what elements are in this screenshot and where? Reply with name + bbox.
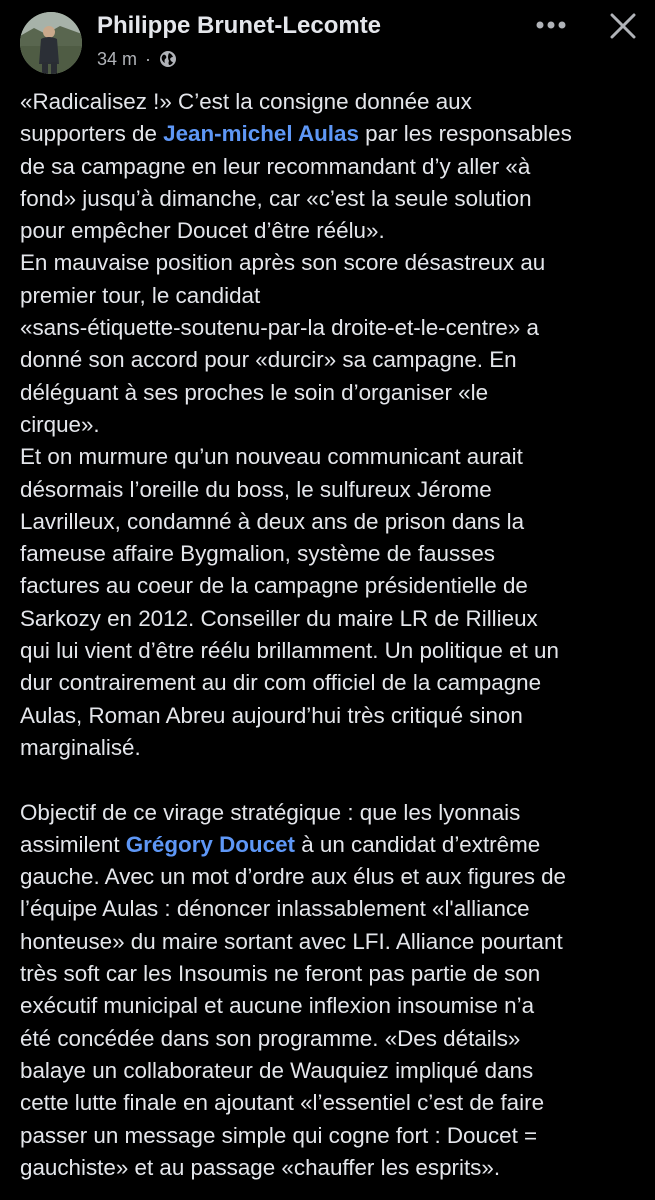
text-line: factures au coeur de la campagne présidentielle de bbox=[20, 573, 528, 599]
mention-gregory-doucet[interactable]: Grégory Doucet bbox=[125, 831, 295, 857]
text-line: balaye un collaborateur de Wauquiez impliqué dans bbox=[20, 1057, 534, 1083]
meta-separator: · bbox=[145, 48, 152, 69]
text-line: Lavrilleux, condamné à deux ans de prison dans la bbox=[20, 508, 525, 534]
post-header bbox=[0, 0, 655, 80]
mention-jean-michel-aulas[interactable]: Jean-michel Aulas bbox=[163, 121, 359, 147]
text-line: cirque». bbox=[20, 411, 100, 437]
globe-icon bbox=[159, 50, 177, 68]
text-line-with-mention bbox=[20, 829, 645, 861]
text-line: pour empêcher Doucet d’être réélu». bbox=[20, 218, 385, 244]
text-line: Sarkozy en 2012. Conseiller du maire LR de Rillieux bbox=[20, 605, 538, 631]
close-button[interactable] bbox=[603, 8, 643, 44]
avatar[interactable] bbox=[20, 12, 82, 74]
text-line: fameuse affaire Bygmalion, système de fausses bbox=[20, 541, 496, 567]
text-fragment: supporters de bbox=[20, 121, 164, 147]
post-timestamp[interactable]: 34 m bbox=[97, 48, 138, 69]
text-line: «Radicalisez !» C’est la consigne donnée aux bbox=[20, 89, 472, 114]
text-line: déléguant à ses proches le soin d’organiser «le bbox=[20, 379, 489, 405]
text-line: l’équipe Aulas : dénoncer inlassablement «l'alliance bbox=[20, 896, 530, 922]
text-line: Aulas, Roman Abreu aujourd’hui très critiqué sinon bbox=[20, 702, 523, 728]
text-line: exécutif municipal et aucune inflexion insoumise n’a bbox=[20, 993, 535, 1019]
text-line: de sa campagne en leur recommandant d’y aller «à bbox=[20, 153, 531, 179]
post-text bbox=[20, 86, 645, 1184]
text-line-with-mention bbox=[20, 118, 645, 150]
text-line: marginalisé. bbox=[20, 734, 141, 760]
text-line: très soft car les Insoumis ne feront pas partie de son bbox=[20, 961, 541, 987]
text-line: qui lui vient d’être réélu brillamment. Un politique et un bbox=[20, 638, 559, 664]
paragraph-spacer bbox=[20, 764, 645, 796]
text-fragment: à un candidat d’extrême bbox=[294, 831, 541, 857]
text-line: cette lutte finale en ajoutant «l’essentiel c’est de faire bbox=[20, 1090, 545, 1116]
text-line: désormais l’oreille du boss, le sulfureux Jérome bbox=[20, 476, 492, 502]
paragraph-3 bbox=[20, 441, 645, 764]
text-fragment: par les responsables bbox=[358, 121, 572, 147]
avatar-photo bbox=[20, 12, 82, 74]
more-horizontal-icon bbox=[536, 21, 566, 29]
text-line: gauche. Avec un mot d’ordre aux élus et aux figures de bbox=[20, 864, 567, 890]
text-line: «sans-étiquette-soutenu-par-la droite-et-le-centre» a bbox=[20, 315, 539, 341]
post-meta bbox=[97, 47, 177, 71]
text-line: Et on murmure qu’un nouveau communicant aurait bbox=[20, 444, 523, 470]
paragraph-1 bbox=[20, 86, 645, 247]
text-fragment: assimilent bbox=[20, 831, 126, 857]
text-line: donné son accord pour «durcir» sa campagne. En bbox=[20, 347, 517, 373]
close-icon bbox=[609, 12, 637, 40]
text-line: fond» jusqu’à dimanche, car «c’est la seule solution bbox=[20, 185, 532, 211]
text-line: passer un message simple qui cogne fort : Doucet = bbox=[20, 1122, 538, 1148]
text-line: été concédée dans son programme. «Des détails» bbox=[20, 1025, 521, 1051]
text-line: Objectif de ce virage stratégique : que les lyonnais bbox=[20, 799, 521, 825]
text-line: premier tour, le candidat bbox=[20, 282, 261, 308]
text-line: En mauvaise position après son score désastreux au bbox=[20, 250, 546, 276]
paragraph-2 bbox=[20, 247, 645, 441]
more-options-button[interactable] bbox=[533, 10, 569, 40]
text-line: gauchiste» et au passage «chauffer les esprits». bbox=[20, 1154, 501, 1180]
paragraph-4 bbox=[20, 797, 645, 1185]
author-name[interactable]: Philippe Brunet-Lecomte bbox=[97, 12, 382, 39]
text-line: honteuse» du maire sortant avec LFI. Alliance pourtant bbox=[20, 928, 563, 954]
text-line: dur contrairement au dir com officiel de la campagne bbox=[20, 670, 542, 696]
